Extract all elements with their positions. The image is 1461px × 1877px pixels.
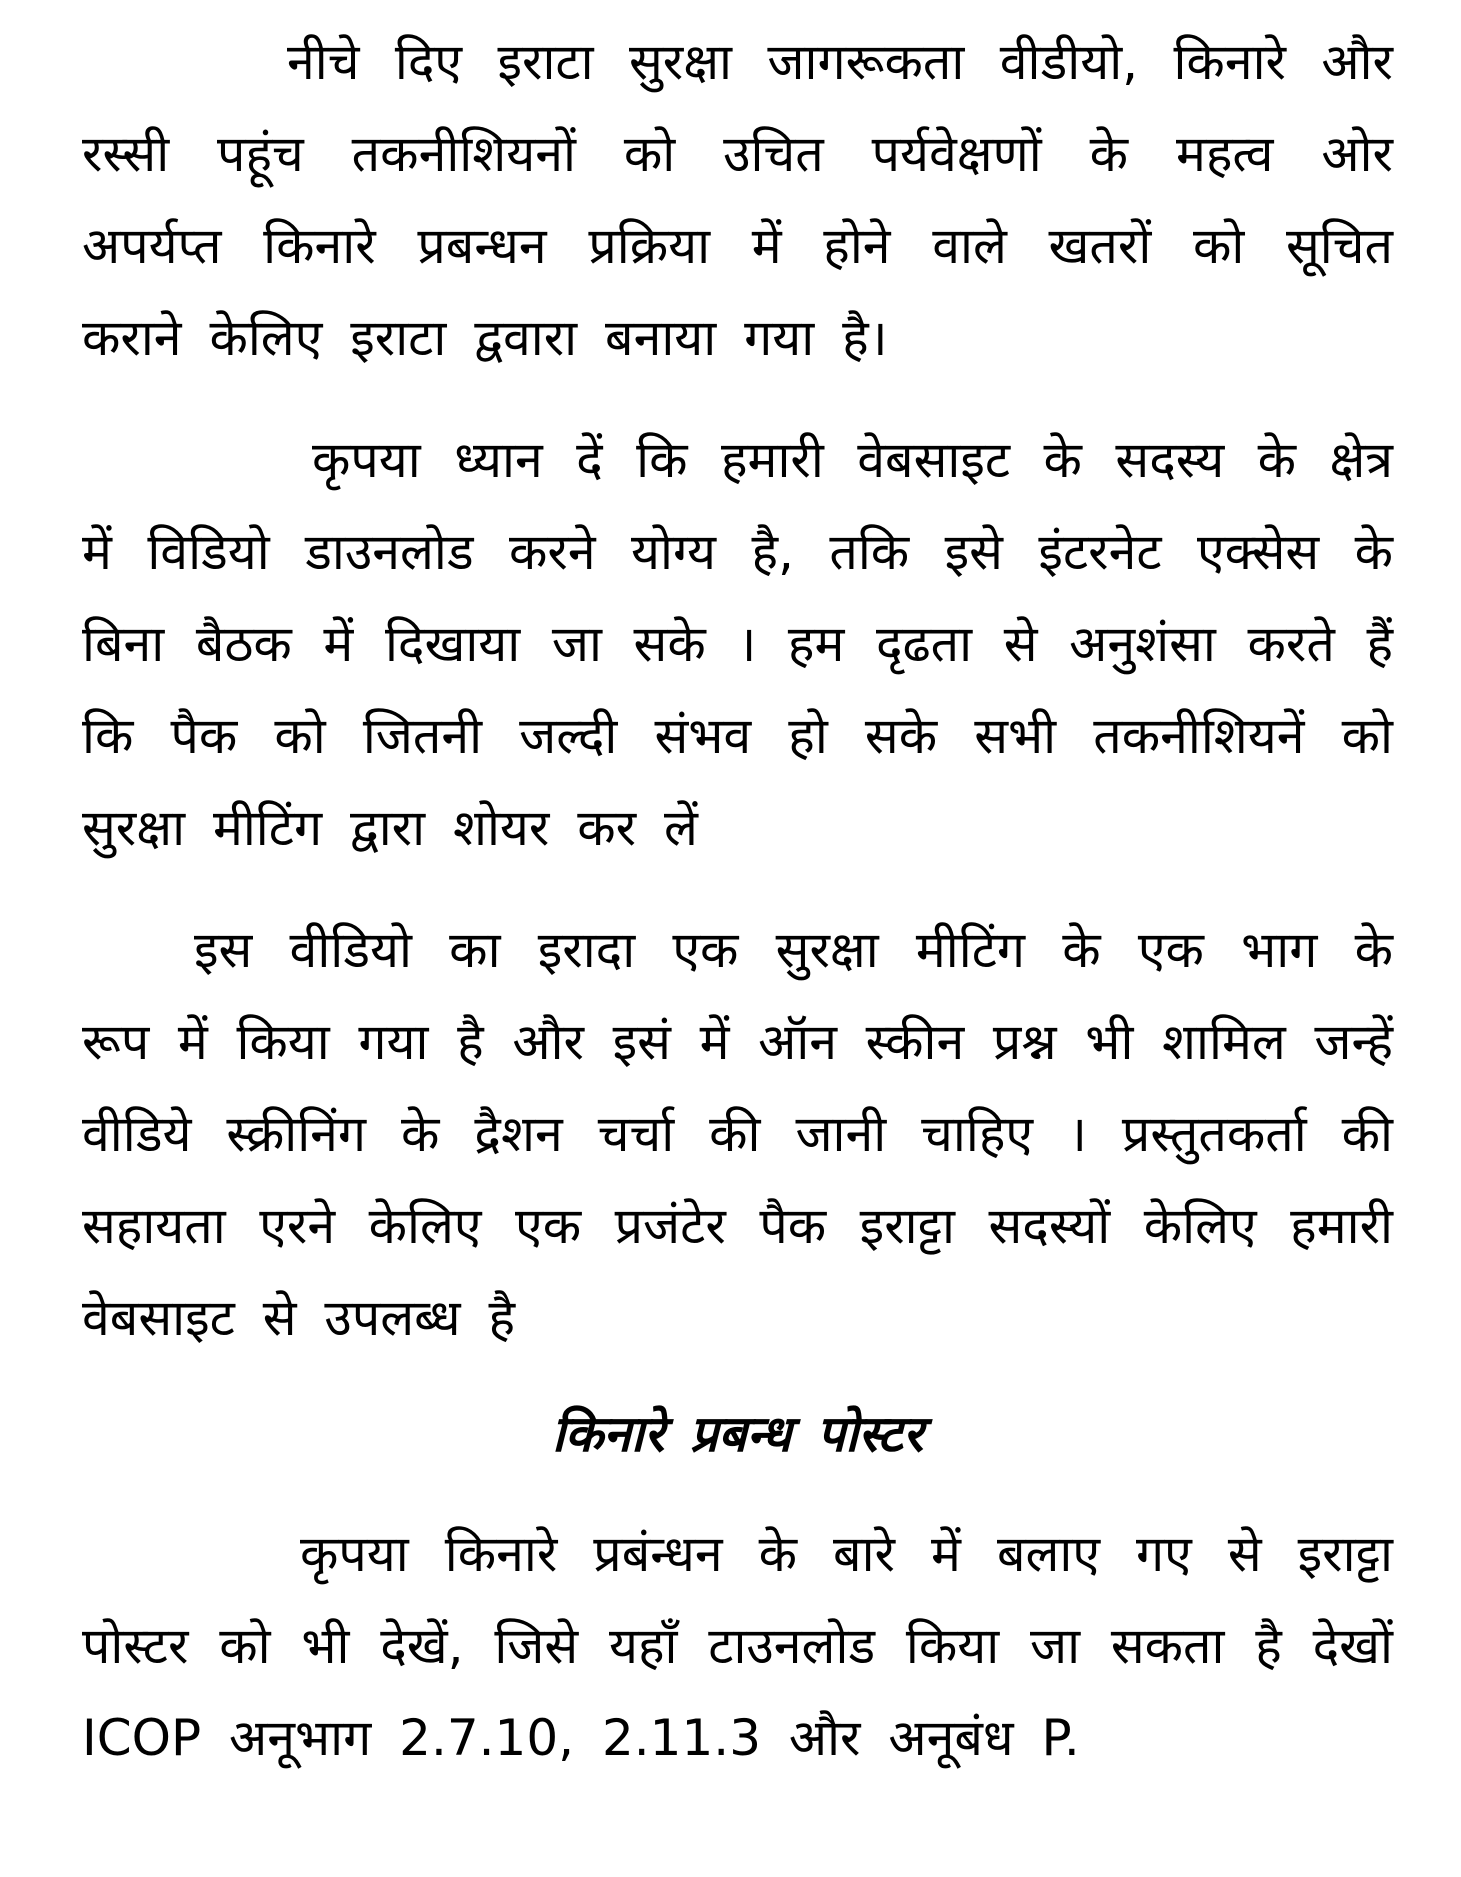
section-heading-edge-management-poster: किनारे प्रबन्ध पोस्टर: [551, 1405, 924, 1463]
paragraph-poster-reference: कृपया किनारे प्रबंन्धन के बारे में बलाए गए से इराट्टा पोस्टर को भी देखें, जिसे यहॉं टाउनलोड किया जा सकता है देखों ICOP अनूभाग 2.7.10, 2.11.3 और अनूबंध P.: [82, 1525, 1393, 1767]
paragraph-website-download-note: कृपया ध्यान दें कि हमारी वेबसाइट के सदस्य के क्षेत्र में विडियो डाउनलोड करने योग्य है, तकि इसे इंटरनेट एक्सेस के बिना बैठक में दिखाया जा सके । हम दृढता से अनुशंसा करते हैं कि पैक को जितनी जल्दी संभव हो सके सभी तकनीशियनें को सुरक्षा मीटिंग द्वारा शोयर कर लें: [82, 431, 1393, 857]
paragraph-safety-video-intro: नीचे दिए इराटा सुरक्षा जागरूकता वीडीयो, किनारे और रस्सी पहूंच तकनीशियनों को उचित पर्यवेक्षणों के महत्व ओर अपर्यप्त किनारे प्रबन्धन प्रक्रिया में होने वाले खतरों को सूचित कराने केलिए इराटा द्ववारा बनाया गया है।: [82, 33, 1393, 367]
paragraph-video-purpose: इस वीडियो का इरादा एक सुरक्षा मीटिंग के एक भाग के रूप में किया गया है और इसं में ऑन स्कीन प्रश्न भी शामिल जन्हें वीडिये स्क्रीनिंग के द्रैशन चर्चा की जानी चाहिए । प्रस्तुतकर्ता की सहायता एरने केलिए एक प्रजंटेर पैक इराट्टा सदस्यों केलिए हमारी वेबसाइट से उपलब्ध है: [82, 921, 1393, 1347]
